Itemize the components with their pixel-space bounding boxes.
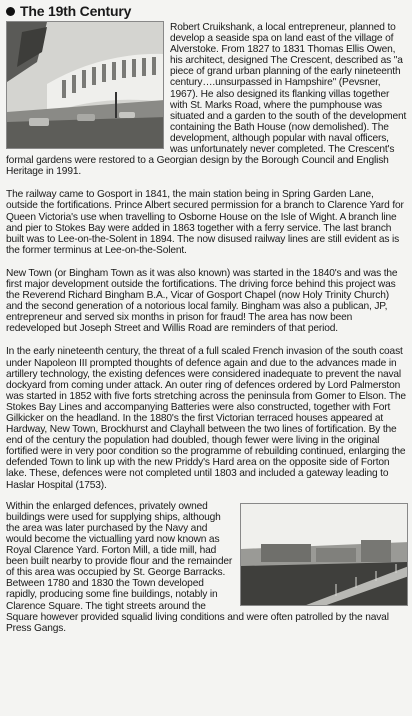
harbour-image: [241, 504, 408, 606]
section-heading: [6, 1, 408, 21]
paragraph-defences: In the early nineteenth century, the threat of a full scaled French invasion of the south coast under Napoleon III prompted thoughts of defence again and due to the advances made in artillery technology, the existing defences were considered inadequate to prevent the naval dockyard from coming under attack. An outer ring of defences ordered by Lord Palmerston was started in 1852 with five forts stretching across the peninsula from Gomer to Elson. The Stokes Bay Lines and accompanying Batteries were also constructed, together with Fort Gilkicker on the headland. In the 1880's the first Victorian terraced houses appeared at Hardway, New Town, Brockhurst and Clayhall between the two lines of fortification. By the end of the century the population had doubled, though fewer were living in the original fortified were in very poor condition so the programme of rebuilding continued, enlarging the defended Town to link up with the new Priddy's Hard area on the opposite side of Forton lake. These, defences were not completed until 1803 and included a gateway leading to Haslar Hospital (1753).: [6, 346, 406, 491]
paragraph-victualling: Within the enlarged defences, privately owned buildings were used for supplying ships, although the area was later purchased by the Navy and would become the victualling yard now known as Royal Clarence Yard. Forton Mill, a tide mill, had been built nearby to provide flour and the remainder of this area was occupied by St. George Barracks. Between 1780 and 1830 the Town developed rapidly, producing some fine buildings, notably in Clarence Square. The tight streets around the Square however provided squalid living conditions and were often patrolled by the naval Press Gangs.: [6, 500, 389, 634]
heading-text: The 19th Century: [20, 3, 132, 19]
paragraph-crescent: Robert Cruikshank, a local entrepreneur, planned to develop a seaside spa on land east of the village of Alverstoke. From 1827 to 1831 Thomas Ellis Owen, his architect, designed The Crescent, described as "a piece of grand urban planning of the early nineteenth century….unsurpassed in Hampshire" (Pevsner, 1967). He also designed its flanking villas together with St. Marks Road, where the pumphouse was situated and a garden to the south of the development containing the Bath House (now demolished). The development, although popular with naval officers, was unfortunately never completed. The Crescent's formal gardens were restored to a Georgian design by the Borough Council and English Heritage in 1991.: [6, 22, 407, 178]
crescent-photo: [6, 21, 164, 149]
paragraph-railway: The railway came to Gosport in 1841, the main station being in Spring Garden Lane, outside the fortifications. Prince Albert secured permission for a branch to Clarence Yard for Queen Victoria's use when travelling to Osborne House on the Isle of Wight. A branch line and pier to Stokes Bay were added in 1863 together with a ferry service. The last branch built was to Lee-on-the-Solent in 1894. The now disused railway lines are still evident as is the former terminus at Lee-on-the-Solent.: [6, 189, 404, 256]
crescent-building-image: [7, 22, 164, 149]
document-page: [0, 1, 412, 716]
bullet-icon: [6, 7, 15, 16]
paragraph-new-town: New Town (or Bingham Town as it was also known) was started in the 1840's and was the first major development outside the fortifications. The driving force behind this project was the Reverend Richard Bingham B.A., Vicar of Gosport Chapel (now Holy Trinity Church) and the second generation of a notorious local family. Bingham was also a publican, JP, entrepreneur and served six months in prison for fraud! The area has now been redeveloped but Joseph Street and Willis Road are reminders of that period.: [6, 267, 398, 335]
harbour-photo: [240, 503, 408, 606]
